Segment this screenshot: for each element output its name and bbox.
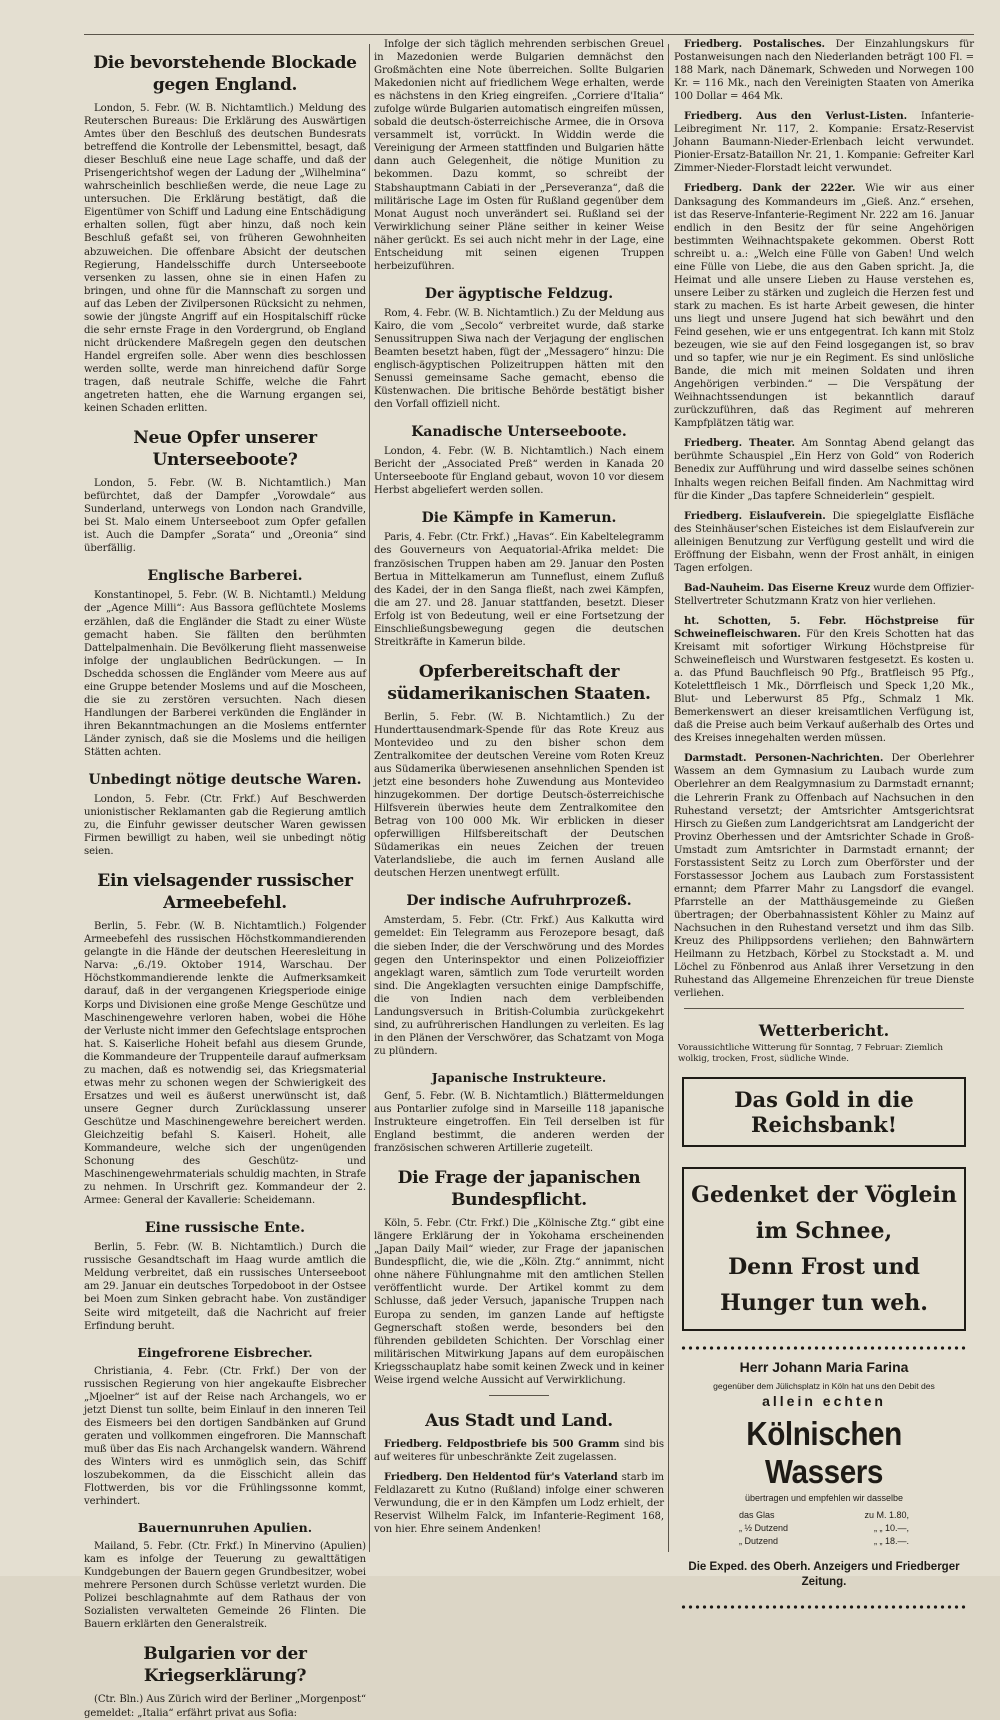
article-heading: Die Kämpfe in Kamerun.: [421, 510, 617, 527]
voeglein-box: Gedenket der Vöglein im Schnee, Denn Frost und Hunger tun weh.: [682, 1167, 966, 1331]
column-3: [674, 38, 975, 1589]
article-heading: Ein vielsagender russischer Armeebefehl.: [97, 871, 353, 914]
article-heading: Kanadische Unterseeboote.: [411, 424, 627, 441]
article-text: Berlin, 5. Febr. (W. B. Nichtamtlich.) Folgender Armeebefehl des russischen Höchstkommandierenden gelangte in die Hände der deutschen Heeresleitung in Narva: „6./19. Oktober 1914, Warschau. Der Höchstkommandierende lenkte die Aufmerksamkeit darauf, daß in der vergangenen Kriegsperiode einige Korps und Divisionen eine große Menge Geschütze und Maschinengewehre verloren haben, wobei die Höhe der Verluste nicht immer den Gefechtslage entsprochen hat. S. Kaiserliche Hoheit befahl aus diesem Grunde, die Kommandeure der Truppenteile darauf aufmerksam zu machen, daß es notwendig sei, das Kriegsmaterial etwas mehr zu schonen wegen der Schwierigkeit des Ersatzes und weil es äußerst unerwünscht ist, daß unsere Gegner durch Zurücklassung unserer Geschütze und Maschinengewehre bereichert werden. Gleichzeitig befahl S. Kaiserl. Hoheit, alle Kommandeure, welche sich der ungenügenden Schonung des Geschütz- und Maschinengewehrmaterials schuldig machten, in Strafe zu nehmen. In Urschrift gez. Kommandeur der 2. Armee: General der Kavallerie: Scheidemann.: [84, 921, 366, 1207]
article-heading: Japanische Instrukteure.: [431, 1069, 607, 1085]
advertiser-name: Herr Johann Maria Farina: [739, 1359, 909, 1376]
gold-reichsbank-box: Das Gold in die Reichsbank!: [682, 1077, 966, 1147]
separator: [684, 1008, 964, 1009]
article-heading: Eine russische Ente.: [144, 1220, 306, 1237]
separator: [489, 1395, 549, 1396]
dotted-border-top: [680, 1345, 968, 1351]
notice-lead: Darmstadt. Personen-Nachrichten.: [684, 753, 884, 765]
advertiser-address: gegenüber dem Jülichsplatz in Köln hat uns den Debit des: [713, 1381, 935, 1392]
notice-item: [674, 182, 974, 430]
notice-text: Wie wir aus einer Danksagung des Kommandeurs im „Gieß. Anz.“ ersehen, ist das Reserve-Infanterie-Regiment Nr. 222 am 16. Januar endlich in den Besitz der für seine Angehörigen bestimmten Weihnachtspakete gekommen. Oberst Rott schreibt u. a.: „Welch eine Fülle von Gaben! Und welch eine Fülle von Liebe, die aus den Gaben spricht. Ja, die Heimat und alle unsere Lieben zu Hause verstehen es, unsere Leiber zu stärken und zugleich die Herzen fest und stark zu machen. Es ist harte Arbeit gewesen, die hinter uns liegt und unsere Jugend hat sich bewährt und den Feind gesehen, wie er uns entgegentrat. Ich kann mit Stolz bezeugen, wie sie auf den Feind losgegangen ist, so brav und so tapfer, wie nur je ein Regiment. Es sind unlösliche Bande, die mich mit meinen Soldaten und ihren Angehörigen verbinden.“ — Die Verspätung der Weihnachtssendungen ist bekanntlich darauf zurückzuführen, daß das Regiment auf mehreren Kampfplätzen tätig war.: [674, 183, 974, 430]
price-row: [739, 1509, 909, 1522]
local-notices: [674, 38, 974, 1000]
notice-text: wurde dem Offizier-Stellvertreter Schutzmann Kratz von hier verliehen.: [674, 582, 975, 607]
price-value: zu M. 1.80,: [864, 1510, 909, 1521]
notice-lead: Bad-Nauheim. Das Eiserne Kreuz: [684, 582, 871, 594]
notice-text: starb im Feldlazarett zu Kutno (Rußland) infolge einer schweren Verwundung, die er in den Kämpfen um Lodz erhielt, der Reservist Wilhelm Falck, im Infanterie-Regiment 168, von hier. Ehre seinem Andenken!: [374, 1471, 664, 1536]
notice-lead: Friedberg. Eislaufverein.: [684, 510, 826, 522]
notice-text: Die spiegelglatte Eisfläche des Steinhäuser'schen Eisteiches ist dem Eislaufverein zur alleinigen Benutzung zur Verfügung gestellt und wird die Eröffnung der Eisbahn, wenn der Frost anhält, in einigen Tagen erfolgen.: [674, 510, 974, 574]
article-text: London, 5. Febr. (W. B. Nichtamtlich.) Meldung des Reuterschen Bureaus: Die Erklärung des Auswärtigen Amtes über den Beschluß des deutschen Bundesrats betreffend die Kontrolle der Lebensmittel, besagt, daß dieser Beschluß eine neue Lage schaffe, und daß der Prisengerichtshof wegen der Ladung der „Wilhelmina“ wahrscheinlich beschließen werde, die neue Lage zu untersuchen. Die Erklärung bestätigt, daß die Eigentümer von Schiff und Ladung eine Entschädigung erhalten sollen, fügt aber hinzu, daß noch kein Beschluß gefaßt sei, von früheren Gewohnheiten abzuweichen. Die offenbare Absicht der deutschen Regierung, Handelsschiffe durch Unterseeboote versenken zu lassen, ohne sie in einen Hafen zu bringen, und ohne für die Mannschaft zu sorgen und auf das Leben der Zivilpersonen Rücksicht zu nehmen, sowie der jüngste Angriff auf ein Hospitalschiff rücke die sehr ernste Frage in den Vordergrund, ob England nicht drückendere Maßregeln gegen den deutschen Handel ergreifen solle. Aber wenn dies beschlossen werden sollte, werde man hinreichend dafür Sorge tragen, daß neutrale Schiffe, welche die Fahrt angetreten hatten, ehe die Warnung ergangen sei, keinen Schaden erlitten.: [84, 103, 366, 415]
article-heading: Der ägyptische Feldzug.: [424, 285, 614, 302]
ad-subline: übertragen und empfehlen wir dasselbe: [744, 1493, 904, 1504]
notice-text: sind bis auf weiteres für unbeschränkte Zeit zugelassen.: [374, 1438, 665, 1463]
notice-item: [674, 582, 974, 608]
notice-text: Der Oberlehrer Wassem an dem Gymnasium zu Laubach wurde zum Oberlehrer an dem Realgymnasium zu Darmstadt ernannt; die Lehrerin Frank zu Offenbach auf Nachsuchen in den Ruhestand versetzt; der Amtsrichter Amtsgerichtsrat Hirsch zu Gießen zum Landgerichtsrat am Landgericht der Provinz Oberhessen und der Amtsrichter Schade in Groß-Umstadt zum Amtsrichter in Darmstadt ernannt; der Forstassistent Seitz zu Lorch zum Oberförster und der Forstassessor Jochem aus Laubach zum Forstassistent ernannt; dem Pfarrer Mahr zu Langsdorf die evangel. Pfarrstelle an der Matthäusgemeinde zu Gießen übertragen; der Oberbahnassistent Köhler zu Mainz auf Nachsuchen in den Ruhestand versetzt und ihm das Silb. Kreuz des Philippsordens verliehen; den Bahnwärtern Heilmann zu Hetzbach, Körbel zu Stockstadt a. M. und Löchel zu Fönbenrod aus Anlaß ihrer Versetzung in den Ruhestand das Allgemeine Ehrenzeichen für treue Dienste verliehen.: [674, 753, 974, 1000]
notice-lead: Friedberg. Aus den Verlust-Listen.: [684, 111, 907, 123]
price-row: [739, 1535, 909, 1548]
article-text: Berlin, 5. Febr. (W. B. Nichtamtlich.) Durch die russische Gesandtschaft im Haag wurde amtlich die Meldung verbreitet, daß ein russisches Unterseeboot am 29. Januar ein deutsches Torpedoboot in der Ostsee bei Moen zum Sinken gebracht habe. Von zuständiger Seite wird mitgeteilt, daß die Nachricht auf freier Erfindung beruht.: [84, 1242, 366, 1332]
article-text: Berlin, 5. Febr. (W. B. Nichtamtlich.) Zu der Hunderttausendmark-Spende für das Rote Kreuz aus Montevideo und zu den bisher schon dem Zentralkomitee der deutschen Vereine vom Roten Kreuz aus Südamerika überwiesenen ansehnlichen Spenden ist jetzt eine besonders hohe Zuwendung aus Montevideo hinzugekommen. Der dortige Deutsch-österreichische Hilfsverein überwies heute dem Zentralkomitee den Betrag von 100 000 Mk. Wir erblicken in dieser opferwilligen Hilfsbereitschaft der Deutschen Südamerikas ein neues Zeichen der treuen Vaterlandsliebe, die auch im fernen Ausland alle deutschen Herzen unentwegt erfüllt.: [374, 711, 664, 880]
article-text: Mailand, 5. Febr. (Ctr. Frkf.) In Minervino (Apulien) kam es infolge der Teuerung zu gewalttätigen Kundgebungen der Bauern gegen Grundbesitzer, wobei mehrere Personen durch Schüsse verletzt wurden. Die Polizei beschlagnahmte auf dem Rathaus der von Sozialisten verwalteten Gemeinde 26 Flinten. Die Bauern erklärten den Generalstreik.: [84, 1541, 366, 1631]
article-heading: Englische Barberei.: [147, 568, 303, 585]
column-divider: [668, 44, 669, 1552]
local-news: [374, 1438, 664, 1536]
article-heading: Opferbereitschaft der südamerikanischen Staaten.: [387, 661, 651, 704]
article-text: Köln, 5. Febr. (Ctr. Frkf.) Die „Kölnische Ztg.“ gibt eine längere Erklärung der in Yokohama erscheinenden „Japan Daily Mail“ wieder, zur Frage der japanischen Bundespflicht, die, wie die „Köln. Ztg.“ annimmt, nicht ohne nähere Fühlungnahme mit den amtlichen Stellen veröffentlicht wurde. Der Artikel kommt zu dem Schlusse, daß jeder Versuch, japanische Truppen nach Europa zu senden, im ganzen Lande auf heftigste Gegnerschaft stoßen werde, besonders bei den führenden gebildeten Schichten. Der Vorschlag einer militärischen Mitwirkung Japans auf dem europäischen Kriegsschauplatz habe somit keinen Zweck und in keiner Weise irgend welche Aussicht auf Verwirklichung.: [374, 1218, 664, 1386]
notice-text: Infanterie-Leibregiment Nr. 117, 2. Kompanie: Ersatz-Reservist Johann Baumann-Nieder-Erlenbach leicht verwundet. Pionier-Ersatz-Bataillon Nr. 21, 1. Kompanie: Gefreiter Karl Zimmer-Nieder-Florstadt leicht verwundet.: [674, 111, 974, 175]
notice-item: [674, 110, 974, 175]
notice-item: [674, 752, 974, 1000]
article-heading: Eingefrorene Eisbrecher.: [137, 1344, 313, 1360]
article-text: London, 5. Febr. (Ctr. Frkf.) Auf Beschwerden unionistischer Reklamanten gab die Regierung amtlich zu, die Einfuhr gewisser deutscher Waren gewissen Firmen bewilligt zu haben, weil sie unbedingt nötig seien.: [84, 794, 366, 858]
price-value: „ „ 18.—.: [873, 1536, 909, 1547]
column-2: [374, 38, 664, 1558]
notice-item: [374, 1438, 664, 1464]
price-label: das Glas: [739, 1510, 775, 1521]
article-text: Paris, 4. Febr. (Ctr. Frkf.) „Havas“. Ein Kabeltelegramm des Gouverneurs von Aequatorial-Afrika meldet: Die französischen Truppen haben am 29. Januar den Posten Bertua in Mittelkamerun am Tunneflust, einem Zufluß des Kadei, der in den Sanga fließt, nach zwei Kämpfen, die am 27. und 28. Januar stattfanden, besetzt. Dieser Erfolg ist von Bedeutung, weil er eine Fortsetzung der Einschließungsbewegung gegen die deutschen Streitkräfte in Kamerun bilde.: [374, 532, 664, 648]
notice-item: [674, 615, 974, 745]
article-text: Christiania, 4. Febr. (Ctr. Frkf.) Der von der russischen Regierung von hier angekaufte Eisbrecher „Mjoelner“ ist auf der Reise nach Archangels, wo er jetzt Dienst tun sollte, beim Einlauf in den inneren Teil des Eismeers bei den dortigen Sandbänken auf Grund geraten und vollkommen eingefroren. Die Mannschaft muß über das Eis nach Archangelsk wandern. Während des Winters wird es unmöglich sein, das Schiff loszubekommen, da die Eisschicht allein das Flottwerden, bis vor die Frühlingssonne kommt, verhindert.: [84, 1365, 366, 1508]
notice-lead: Friedberg. Feldpostbriefe bis 500 Gramm: [384, 1438, 620, 1450]
article-text: Amsterdam, 5. Febr. (Ctr. Frkf.) Aus Kalkutta wird gemeldet: Ein Telegramm aus Ferozepore besagt, daß die sieben Inder, die der Verschwörung und des Mordes gegen den Unterinspektor und einen Polizeioffizier angeklagt waren, sämtlich zum Tode verurteilt worden sind. Die Angeklagten versuchten einige Dampfschiffe, die von Indien nach dem verbleibenden Landungsversuch in British-Columbia zurückgekehrt sind, zu aufrührerischen Handlungen zu verleiten. Es lag in den Plänen der Verschwörer, das Schatzamt von Moga zu plündern.: [374, 915, 664, 1057]
column-divider: [369, 44, 370, 1552]
article-text: London, 4. Febr. (W. B. Nichtamtlich.) Nach einem Bericht der „Associated Preß“ werden in Kanada 20 Unterseeboote für England gebaut, wovon 10 vor diesem Herbst abgeliefert werden sollen.: [374, 446, 664, 497]
notice-item: [674, 510, 974, 575]
price-row: [739, 1522, 909, 1535]
article-text: (Ctr. Bln.) Aus Zürich wird der Berliner „Morgenpost“ gemeldet: „Italia“ erfährt privat aus Sofia:: [84, 1694, 366, 1719]
price-list: [739, 1509, 909, 1548]
column-2-articles: [374, 38, 664, 1387]
top-rule: [84, 34, 974, 35]
farina-advertisement: [674, 1359, 974, 1590]
notice-item: [674, 38, 974, 103]
notice-lead: Friedberg. Dank der 222er.: [684, 183, 856, 195]
column-1: [84, 38, 366, 1719]
price-label: „ Dutzend: [739, 1536, 779, 1547]
article-heading: Die Frage der japanischen Bundespflicht.: [397, 1168, 641, 1211]
notice-item: [374, 1471, 664, 1536]
dotted-border-bottom: [680, 1604, 968, 1610]
ad-product-name: Kölnischen Wassers: [746, 1415, 902, 1491]
price-label: „ ½ Dutzend: [739, 1523, 789, 1534]
article-heading: Der indische Aufruhrprozeß.: [406, 893, 632, 910]
article-text: Infolge der sich täglich mehrenden serbischen Greuel in Mazedonien werde Bulgarien demnächst den Großmächten eine Note überreichen. Sollte Bulgarien Makedonien nicht auf friedlichem Wege erhalten, werde es nächstens in den Krieg eingreifen. „Corriere d'Italia“ zufolge würde Bulgarien automatisch eingreifen müssen, sobald die deutsch-österreichische Armee, die in Orsova versammelt ist, vorrückt. In Widdin werde die Vereinigung der Armeen stattfinden und Bulgarien hätte dann auch Gelegenheit, die nötige Munition zu bekommen. Dazu kommt, so schreibt der Stabshauptmann Cabiati in der „Perseveranza“, daß die militärische Lage im Osten für Rußland gegenüber dem Monat August noch unverändert sei. Rußland sei der Verwirklichung seiner Pläne seither in keiner Weise näher gerückt. Es sei auch nicht mehr in der Lage, eine Entscheidung mit seinen eigenen Truppen herbeizuführen.: [374, 39, 664, 272]
article-text: Rom, 4. Febr. (W. B. Nichtamtlich.) Zu der Meldung aus Kairo, die vom „Secolo“ verbreitet wurde, daß starke Senussitruppen Siwa nach der Verjagung der englischen Beamten besetzt haben, fügt der „Messagero“ hinzu: Die englisch-ägyptischen Polizeitruppen hätten mit den Senussi gemeinsame Sache gemacht, ebenso die Küstenwachen. Die britische Behörde bestätigt bisher den Vorfall offiziell nicht.: [374, 307, 664, 411]
article-heading: Unbedingt nötige deutsche Waren.: [88, 772, 362, 789]
price-value: „ „ 10.—,: [873, 1523, 909, 1534]
article-text: London, 5. Febr. (W. B. Nichtamtlich.) Man befürchtet, daß der Dampfer „Vorowdale“ aus Sunderland, unterwegs von London nach Grandville, bei St. Malo einem Unterseeboot zum Opfer gefallen ist. Auch die Dampfer „Sorata“ und „Oreonia“ sind überfällig.: [84, 478, 366, 555]
notice-lead: Friedberg. Den Heldentod für's Vaterland: [384, 1471, 618, 1483]
notice-item: [674, 437, 974, 502]
ad-publisher: Die Exped. des Oberh. Anzeigers und Friedberger Zeitung.: [688, 1561, 960, 1589]
notice-lead: Friedberg. Theater.: [684, 438, 795, 450]
notice-lead: Friedberg. Postalisches.: [684, 39, 825, 50]
article-heading: Bulgarien vor der Kriegserklärung?: [143, 1644, 307, 1687]
notice-text: Für den Kreis Schotten hat das Kreisamt mit sofortiger Wirkung Höchstpreise für Schweinefleisch und Wurstwaren festgesetzt. Es kosten u. a. das Pfund Bauchfleisch 90 Pfg., Bratfleisch 95 Pfg., Kotelettfleisch 1 Mk., Dörrfleisch und Speck 1,20 Mk., Blut- und Leberwurst 85 Pfg., Schmalz 1 Mk. Bemerkenswert an dieser kreisamtlichen Verfügung ist, daß die Preise auch beim Verkauf außerhalb des Ortes und des Kreises innegehalten werden müssen.: [674, 628, 975, 745]
article-text: Konstantinopel, 5. Febr. (W. B. Nichtamtl.) Meldung der „Agence Milli“: Aus Bassora geflüchtete Moslems erzählen, daß die Engländer die Stadt zu einer Wüste gemacht haben. Sie fällten den berühmten Dattelpalmenhain. Die Bevölkerung flieht massenweise infolge der unglaublichen Bedrückungen. — In Dschedda schossen die Engländer vom Meere aus auf eine Gruppe betender Moslems und auf die Moscheen, die sie zu zerstören versuchten. Nach diesen Handlungen der Barberei verkünden die Engländer in ihren Bekanntmachungen an die Moslems entfernter Länder zynisch, daß sie die Moslems und die heiligen Stätten achten.: [84, 590, 366, 758]
weather-text: Voraussichtliche Witterung für Sonntag, 7 Februar: Ziemlich wolkig, trocken, Frost, südliche Winde.: [678, 1043, 944, 1065]
notice-lead: ht. Schotten, 5. Febr. Höchstpreise für Schweinefleischwaren.: [674, 615, 974, 640]
ad-allein-echten: allein echten: [762, 1393, 886, 1410]
notice-text: Am Sonntag Abend gelangt das berühmte Schauspiel „Ein Herz von Gold“ von Roderich Benedix zur Aufführung und wird dasselbe seines schönen Inhalts wegen reichen Beifall finden. Am Nachmittag wird für die Kinder „Das tapfere Schneiderlein“ gespielt.: [674, 438, 975, 502]
article-heading: Die bevorstehende Blockade gegen England.: [93, 53, 357, 95]
local-news-heading: Aus Stadt und Land.: [425, 1410, 613, 1431]
article-heading: Neue Opfer unserer Unterseeboote?: [133, 428, 317, 471]
article-text: Genf, 5. Febr. (W. B. Nichtamtlich.) Blättermeldungen aus Pontarlier zufolge sind in Marseille 118 japanische Instrukteure eingetroffen. Ein Teil derselben ist für England bestimmt, die anderen werden der französischen schweren Artillerie zugeteilt.: [374, 1090, 664, 1155]
weather-title: Wetterbericht.: [758, 1021, 890, 1041]
article-heading: Bauernunruhen Apulien.: [137, 1520, 313, 1536]
notice-text: Der Einzahlungskurs für Postanweisungen nach den Niederlanden beträgt 100 Fl. = 188 Mark, nach Dänemark, Schweden und Norwegen 100 Kr. = 116 Mk., nach den Vereinigten Staaten von Amerika 100 Dollar = 464 Mk.: [674, 39, 975, 103]
